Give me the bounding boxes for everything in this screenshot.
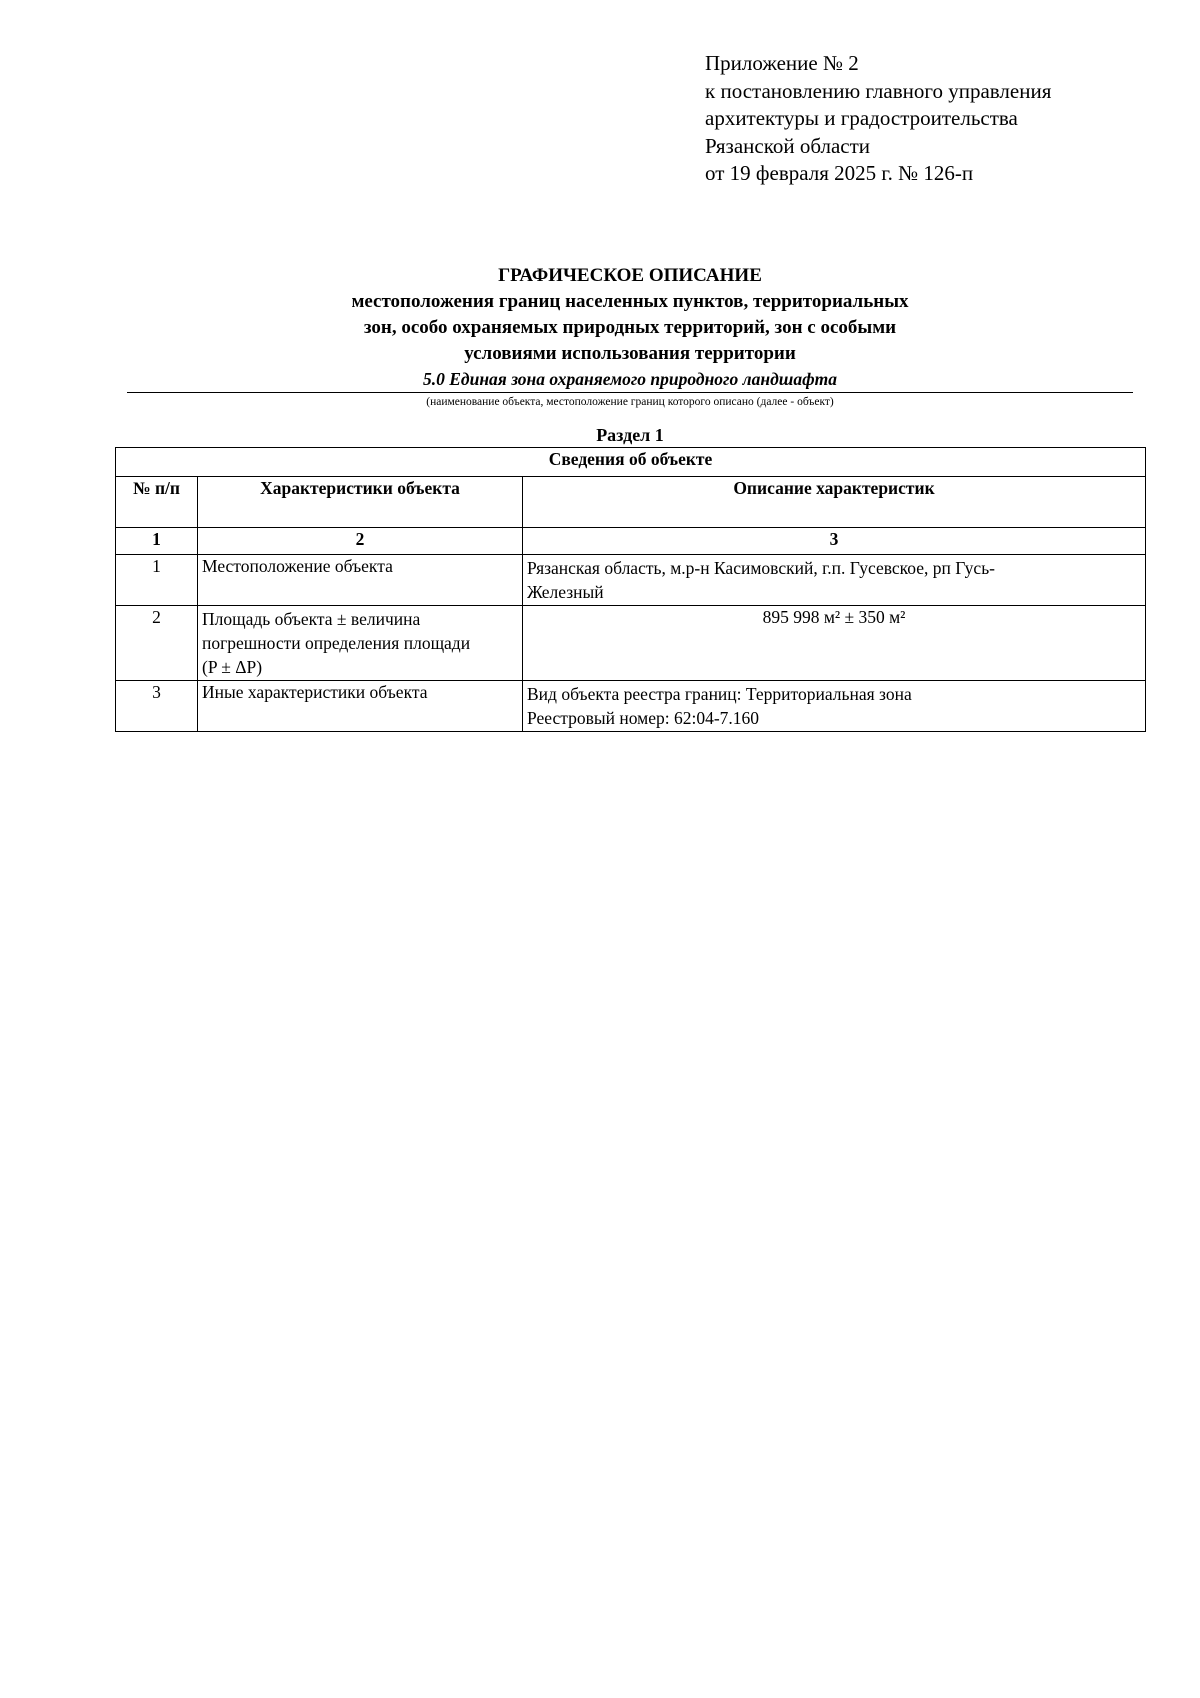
row-characteristic: Местоположение объекта	[198, 555, 523, 606]
row-characteristic-line: Площадь объекта ± величина	[202, 609, 421, 629]
appendix-line: Рязанской области	[705, 133, 871, 158]
document-subtitle-line: местоположения границ населенных пунктов, территориальных	[351, 291, 909, 312]
column-number: 1	[116, 528, 198, 555]
appendix-line: к постановлению главного управления	[705, 78, 1052, 103]
row-description-line: Рязанская область, м.р-н Касимовский, г.п. Гусевское, рп Гусь-	[527, 558, 995, 578]
column-number-row	[116, 528, 1146, 555]
document-subtitle-line: зон, особо охраняемых природных территорий, зон с особыми	[363, 317, 897, 338]
appendix-header	[705, 50, 1051, 188]
row-description-line: Вид объекта реестра границ: Территориальная зона	[527, 684, 912, 704]
document-title-block	[127, 263, 1133, 391]
row-description: 895 998 м² ± 350 м²	[523, 606, 1146, 681]
row-characteristic-line: (P ± ΔP)	[202, 657, 263, 677]
appendix-line: от 19 февраля 2025 г. № 126-п	[705, 161, 974, 185]
table-title: Сведения об объекте	[116, 448, 1146, 477]
row-characteristic	[198, 606, 523, 681]
row-description-line: Железный	[527, 582, 604, 602]
row-description	[523, 681, 1146, 732]
section-title: Раздел 1	[596, 425, 664, 445]
appendix-line: архитектуры и градостроительства	[705, 106, 1018, 130]
header-characteristics: Характеристики объекта	[198, 477, 523, 528]
document-subtitle-line: условиями использования территории	[464, 343, 796, 364]
row-number: 1	[116, 555, 198, 606]
table-header-row	[116, 477, 1146, 528]
object-info-table	[115, 447, 1146, 732]
object-name-caption: (наименование объекта, местоположение границ которого описано (далее - объект)	[426, 396, 834, 408]
column-number: 3	[523, 528, 1146, 555]
object-name: 5.0 Единая зона охраняемого природного ландшафта	[423, 369, 837, 389]
column-number: 2	[198, 528, 523, 555]
document-title: ГРАФИЧЕСКОЕ ОПИСАНИЕ	[498, 265, 762, 286]
object-name-underline	[127, 392, 1133, 393]
header-description: Описание характеристик	[523, 477, 1146, 528]
row-characteristic-line: погрешности определения площади	[202, 633, 471, 653]
table-row	[116, 606, 1146, 681]
appendix-line: Приложение № 2	[705, 51, 859, 75]
row-description	[523, 555, 1146, 606]
table-row	[116, 555, 1146, 606]
header-num-label: № п/п	[133, 478, 180, 498]
row-number: 3	[116, 681, 198, 732]
table-row	[116, 681, 1146, 732]
header-num	[116, 477, 198, 528]
row-number: 2	[116, 606, 198, 681]
row-characteristic: Иные характеристики объекта	[198, 681, 523, 732]
row-description-line: Реестровый номер: 62:04-7.160	[527, 708, 760, 728]
table-title-row	[116, 448, 1146, 477]
